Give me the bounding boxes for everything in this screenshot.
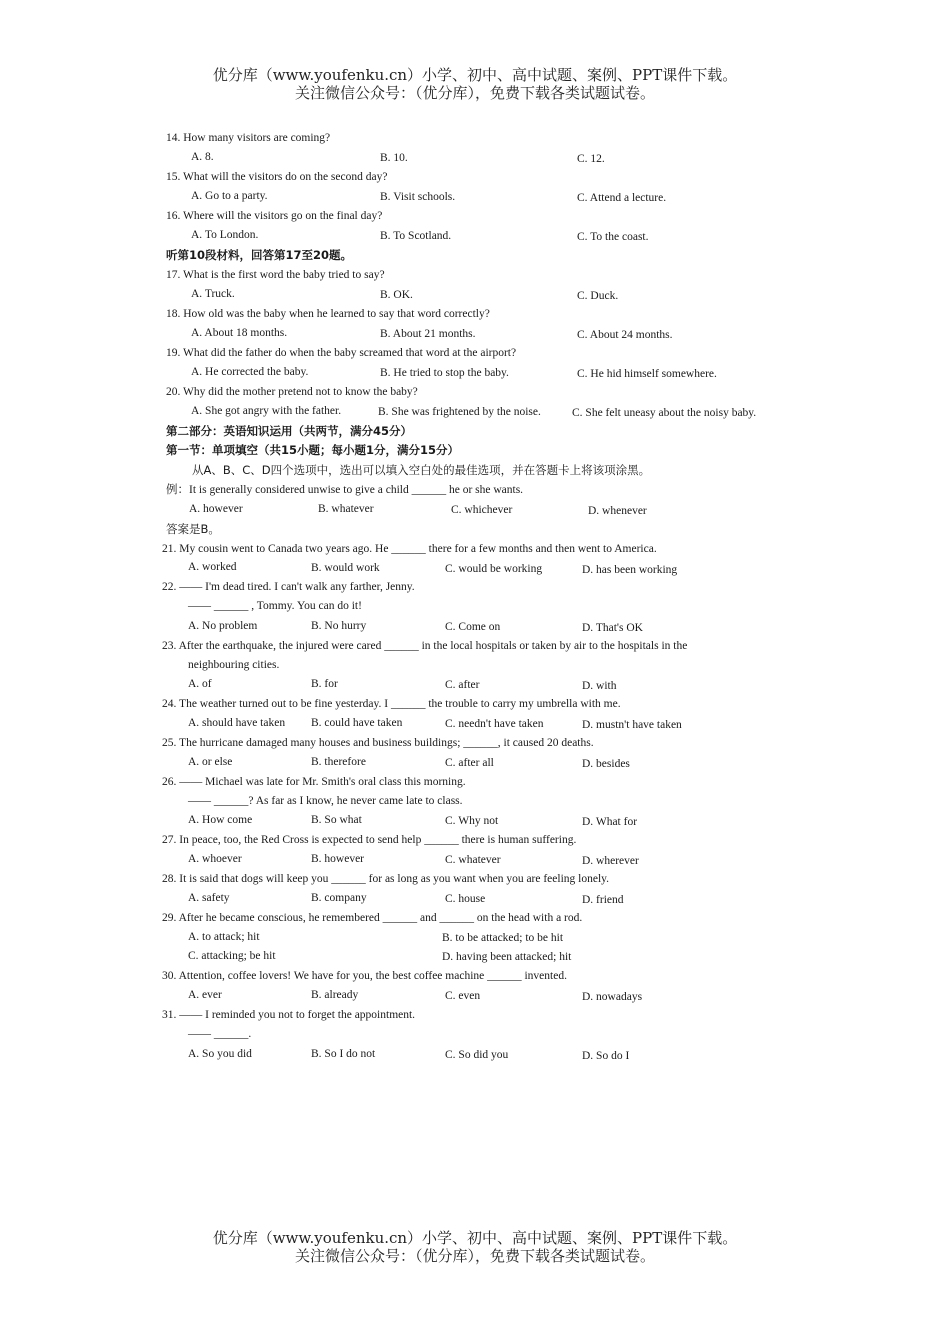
question-14-option-c: C. 12. (577, 153, 605, 165)
question-17-option-b: B. OK. (380, 289, 413, 301)
question-18-option-a: A. About 18 months. (191, 327, 288, 339)
example-option-c: C. whichever (451, 504, 513, 516)
question-25-stem: 25. The hurricane damaged many houses and business buildings; ______, it caused 20 deaths. (162, 737, 594, 749)
question-26-option-c: C. Why not (445, 815, 499, 827)
question-23-option-d: D. with (582, 680, 617, 692)
question-19-stem: 19. What did the father do when the baby screamed that word at the airport? (166, 347, 517, 359)
question-14-option-b: B. 10. (380, 152, 408, 164)
question-25-option-c: C. after all (445, 757, 494, 769)
question-31-option-b: B. So I do not (311, 1048, 376, 1060)
example-answer: 答案是B。 (166, 522, 220, 536)
question-27-option-c: C. whatever (445, 854, 501, 866)
question-14-option-a: A. 8. (191, 151, 214, 163)
question-26-option-a: A. How come (188, 814, 253, 826)
header-banner (0, 66, 950, 102)
question-19-option-a: A. He corrected the baby. (191, 366, 309, 378)
question-16-stem: 16. Where will the visitors go on the final day? (166, 210, 383, 222)
question-20-option-c: C. She felt uneasy about the noisy baby. (572, 407, 757, 419)
question-21-option-b: B. would work (311, 562, 380, 574)
question-23-stem-cont: neighbouring cities. (188, 659, 280, 671)
question-30-stem: 30. Attention, coffee lovers! We have for you, the best coffee machine ______ invented. (162, 970, 567, 982)
question-20-stem: 20. Why did the mother pretend not to know the baby? (166, 386, 418, 398)
question-25-option-d: D. besides (582, 758, 630, 770)
question-22-option-a: A. No problem (188, 620, 258, 632)
question-31-stem-reply: —— ______. (188, 1028, 252, 1040)
question-27-option-b: B. however (311, 853, 365, 865)
example-option-d: D. whenever (588, 505, 647, 517)
example-option-a: A. however (189, 503, 243, 515)
header-line-1: 优分库（www.youfenku.cn）小学、初中、高中试题、案例、PPT课件下载。 (212, 66, 738, 84)
question-31-option-d: D. So do I (582, 1050, 630, 1062)
question-15-option-c: C. Attend a lecture. (577, 192, 667, 204)
question-30-option-c: C. even (445, 990, 481, 1002)
section-1-title: 第一节：单项填空（共15小题；每小题1分，满分15分） (166, 443, 460, 457)
question-27-option-d: D. wherever (582, 855, 639, 867)
question-26-option-b: B. So what (311, 814, 362, 826)
question-21-option-d: D. has been working (582, 564, 678, 576)
question-30-option-d: D. nowadays (582, 991, 643, 1003)
question-28-stem: 28. It is said that dogs will keep you ______ for as long as you want when you are feeling lonely. (162, 873, 610, 885)
question-20-option-b: B. She was frightened by the noise. (378, 406, 541, 418)
footer-line-1: 优分库（www.youfenku.cn）小学、初中、高中试题、案例、PPT课件下载。 (212, 1229, 738, 1247)
question-22-option-b: B. No hurry (311, 620, 367, 632)
question-23-option-a: A. of (188, 678, 212, 690)
instruction-text: 从A、B、C、D四个选项中，选出可以填入空白处的最佳选项，并在答题卡上将该项涂黑。 (192, 463, 651, 477)
question-18-stem: 18. How old was the baby when he learned to say that word correctly? (166, 308, 490, 320)
question-30-option-a: A. ever (188, 989, 222, 1001)
question-21-stem: 21. My cousin went to Canada two years ago. He ______ there for a few months and then went to America. (162, 543, 657, 555)
question-28-option-b: B. company (311, 892, 367, 904)
question-15-option-b: B. Visit schools. (380, 191, 456, 203)
question-18-option-c: C. About 24 months. (577, 329, 673, 341)
example-stem: 例：It is generally considered unwise to give a child ______ he or she wants. (166, 484, 524, 496)
question-26-stem-reply: —— ______? As far as I know, he never came late to class. (188, 795, 463, 807)
question-22-stem: 22. —— I'm dead tired. I can't walk any farther, Jenny. (162, 581, 415, 593)
question-25-option-b: B. therefore (311, 756, 366, 768)
question-15-stem: 15. What will the visitors do on the second day? (166, 171, 388, 183)
question-27-option-a: A. whoever (188, 853, 242, 865)
part-2-title: 第二部分：英语知识运用（共两节，满分45分） (166, 424, 413, 438)
question-14-stem: 14. How many visitors are coming? (166, 132, 331, 144)
question-28-option-a: A. safety (188, 892, 230, 904)
question-26-stem: 26. —— Michael was late for Mr. Smith's oral class this morning. (162, 776, 466, 788)
question-19-option-b: B. He tried to stop the baby. (380, 367, 509, 379)
question-24-stem: 24. The weather turned out to be fine yesterday. I ______ the trouble to carry my umbrella with me. (162, 698, 621, 710)
question-24-option-d: D. mustn't have taken (582, 719, 682, 731)
question-21-option-c: C. would be working (445, 563, 543, 575)
question-18-option-b: B. About 21 months. (380, 328, 476, 340)
question-31-option-c: C. So did you (445, 1049, 509, 1061)
footer-banner (0, 1229, 950, 1265)
question-22-option-c: C. Come on (445, 621, 501, 633)
question-29-option-d: D. having been attacked; hit (442, 951, 572, 963)
question-29-option-c: C. attacking; be hit (188, 950, 276, 962)
question-20-option-a: A. She got angry with the father. (191, 405, 342, 417)
question-29-option-b: B. to be attacked; to be hit (442, 932, 564, 944)
question-24-option-a: A. should have taken (188, 717, 286, 729)
header-line-2: 关注微信公众号：（优分库），免费下载各类试题试卷。 (294, 84, 655, 102)
question-17-option-c: C. Duck. (577, 290, 619, 302)
question-30-option-b: B. already (311, 989, 359, 1001)
question-21-option-a: A. worked (188, 561, 237, 573)
question-16-option-a: A. To London. (191, 229, 259, 241)
question-31-stem: 31. —— I reminded you not to forget the appointment. (162, 1009, 416, 1021)
section-10-heading: 听第10段材料，回答第17至20题。 (166, 248, 353, 262)
question-24-option-c: C. needn't have taken (445, 718, 544, 730)
question-16-option-b: B. To Scotland. (380, 230, 452, 242)
question-28-option-d: D. friend (582, 894, 624, 906)
question-28-option-c: C. house (445, 893, 486, 905)
question-29-stem: 29. After he became conscious, he remembered ______ and ______ on the head with a rod. (162, 912, 583, 924)
question-25-option-a: A. or else (188, 756, 233, 768)
question-17-stem: 17. What is the first word the baby tried to say? (166, 269, 385, 281)
question-27-stem: 27. In peace, too, the Red Cross is expected to send help ______ there is human suffering. (162, 834, 577, 846)
question-23-stem: 23. After the earthquake, the injured were cared ______ in the local hospitals or taken by air to the hospitals in the (162, 640, 688, 652)
question-17-option-a: A. Truck. (191, 288, 235, 300)
question-23-option-b: B. for (311, 678, 338, 690)
question-22-stem-reply: —— ______ , Tommy. You can do it! (188, 600, 362, 612)
question-15-option-a: A. Go to a party. (191, 190, 268, 202)
question-31-option-a: A. So you did (188, 1048, 252, 1060)
question-24-option-b: B. could have taken (311, 717, 403, 729)
question-16-option-c: C. To the coast. (577, 231, 649, 243)
question-22-option-d: D. That's OK (582, 622, 643, 634)
example-option-b: B. whatever (318, 503, 374, 515)
footer-line-2: 关注微信公众号：（优分库），免费下载各类试题试卷。 (294, 1247, 655, 1265)
question-26-option-d: D. What for (582, 816, 638, 828)
question-29-option-a: A. to attack; hit (188, 931, 260, 943)
question-19-option-c: C. He hid himself somewhere. (577, 368, 717, 380)
question-23-option-c: C. after (445, 679, 480, 691)
